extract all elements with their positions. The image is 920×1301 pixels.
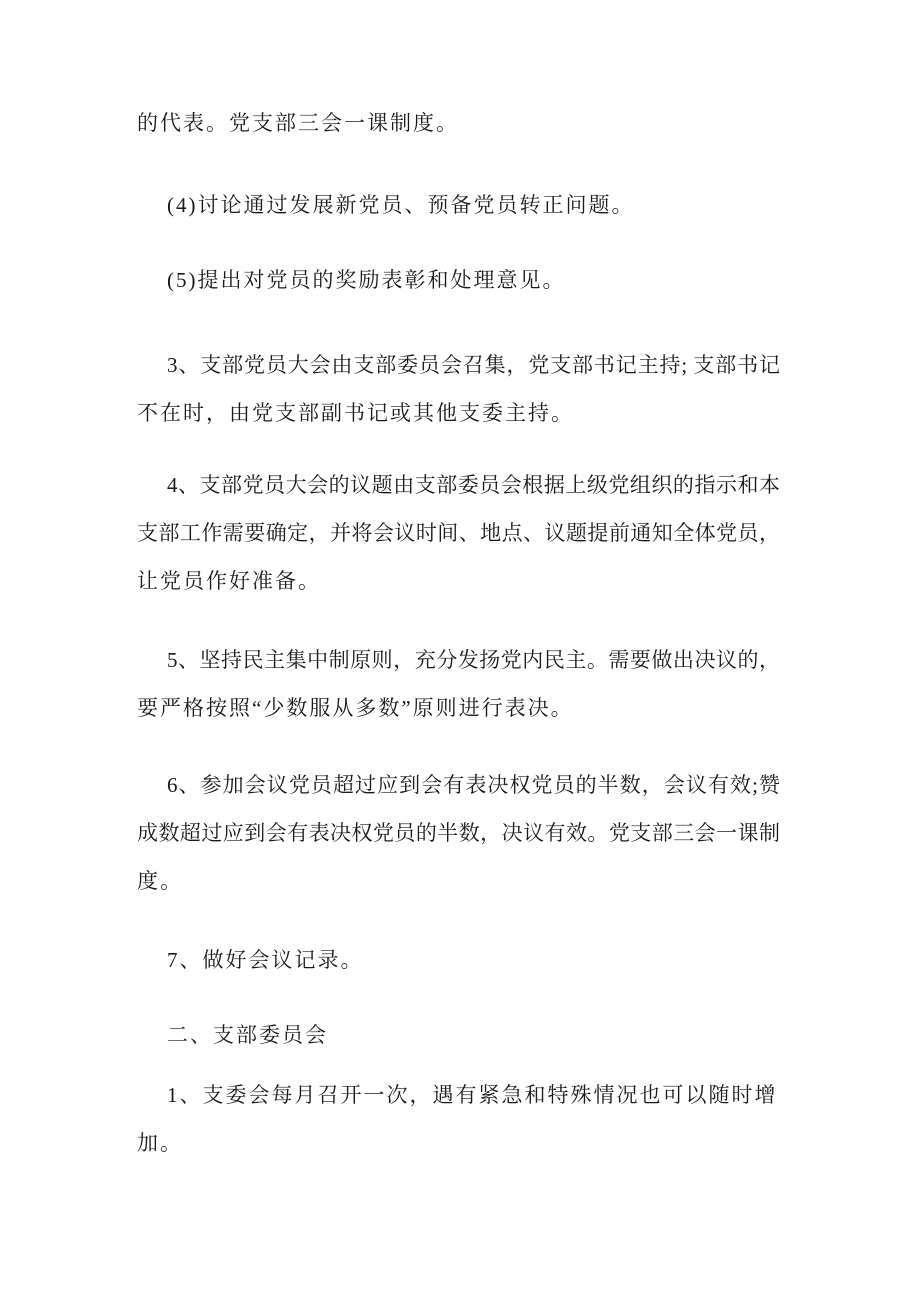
text-line: 要严格按照“少数服从多数”原则进行表决。 xyxy=(137,696,574,720)
text-line: 加。 xyxy=(137,1131,183,1155)
text-line: 6、参加会议党员超过应到会有表决权党员的半数，会议有效;赞 xyxy=(167,773,780,797)
text-line: 1、支委会每月召开一次，遇有紧急和特殊情况也可以随时增 xyxy=(167,1083,778,1107)
text-line: 让党员作好准备。 xyxy=(137,569,321,593)
text-line: 不在时，由党支部副书记或其他支委主持。 xyxy=(137,401,574,425)
paragraph-item-5 xyxy=(137,256,780,304)
text-line: 度。 xyxy=(137,869,183,893)
paragraph-rule-5 xyxy=(137,636,780,732)
text-line: 支部工作需要确定，并将会议时间、地点、议题提前通知全体党员， xyxy=(137,521,780,545)
paragraph-rule-7 xyxy=(137,936,780,984)
section-heading-line: 二、支部委员会 xyxy=(167,1023,328,1047)
text-line: 7、做好会议记录。 xyxy=(167,948,364,972)
text-line: 4、支部党员大会的议题由支部委员会根据上级党组织的指示和本 xyxy=(167,473,780,497)
paragraph-rule-3 xyxy=(137,341,780,437)
text-line: 5、坚持民主集中制原则，充分发扬党内民主。需要做出决议的， xyxy=(167,648,780,672)
paragraph-committee-1 xyxy=(137,1071,780,1167)
text-line: (5)提出对党员的奖励表彰和处理意见。 xyxy=(167,268,566,292)
paragraph-continuation xyxy=(137,99,780,147)
section-heading xyxy=(137,1011,780,1059)
text-line: 成数超过应到会有表决权党员的半数，决议有效。党支部三会一课制 xyxy=(137,821,780,845)
text-line: 的代表。党支部三会一课制度。 xyxy=(137,111,459,135)
paragraph-rule-6 xyxy=(137,761,780,905)
paragraph-item-4 xyxy=(137,181,780,229)
text-line: 3、支部党员大会由支部委员会召集，党支部书记主持; 支部书记 xyxy=(167,353,780,377)
paragraph-rule-4 xyxy=(137,461,780,605)
text-line: (4)讨论通过发展新党员、预备党员转正问题。 xyxy=(167,193,635,217)
